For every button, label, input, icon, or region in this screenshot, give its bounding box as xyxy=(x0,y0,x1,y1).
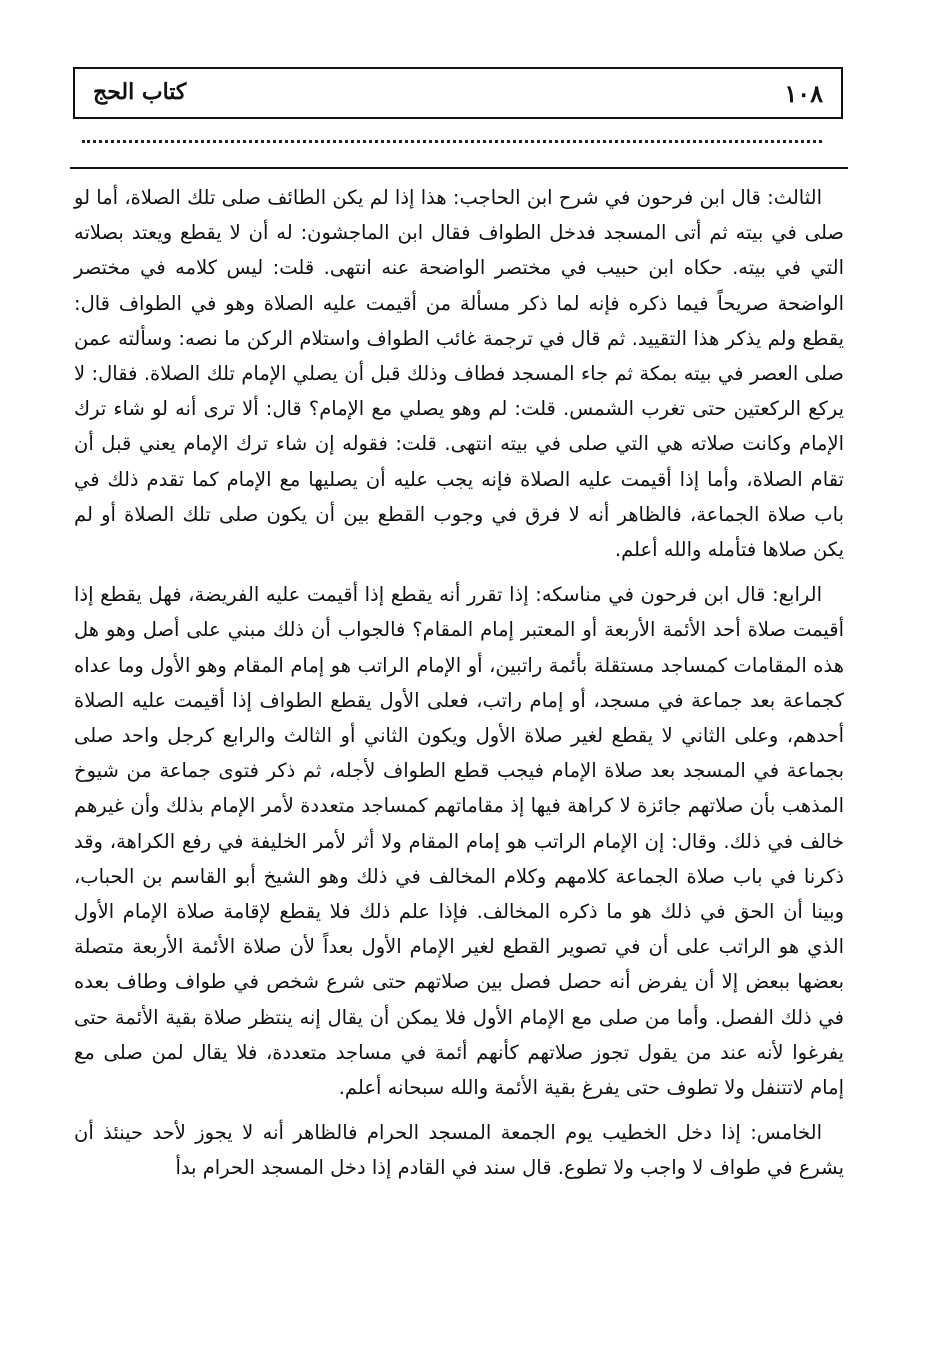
paragraph-third-issue: الثالث: قال ابن فرحون في شرح ابن الحاجب: هذا إذا لم يكن الطائف صلى تلك الصلاة، أما لو صلى في بيته ثم أتى المسجد فدخل الطواف فقال ابن الماجشون: له أن لا يقطع ويعتد بصلاته التي في بيته. حكاه ابن حبيب في مختصر الواضحة عنه انتهى. قلت: ليس كلامه في مختصر الواضحة صريحاً فيما ذكره فإنه لما ذكر مسألة من أقيمت عليه الصلاة وهو في الطواف قال: يقطع ولم يذكر هذا التقييد. ثم قال في ترجمة غائب الطواف واستلام الركن ما نصه: وسألته عمن صلى العصر في بيته بمكة ثم جاء المسجد فطاف وذلك قبل أن يصلي الإمام تلك الصلاة. فقال: لا يركع الركعتين حتى تغرب الشمس. قلت: لم وهو يصلي مع الإمام؟ قال: ألا ترى أنه لو شاء ترك الإمام وكانت صلاته هي التي صلى في بيته انتهى. قلت: فقوله إن شاء ترك الإمام يعني قبل أن تقام الصلاة، وأما إذا أقيمت عليه الصلاة فإنه يجب عليه أن يصليها مع الإمام كما تقدم ذلك في باب صلاة الجماعة، فالظاهر أنه لا فرق في وجوب القطع بين أن يكون صلى تلك الصلاة أو لم يكن صلاها فتأمله والله أعلم. xyxy=(74,186,844,562)
page-body xyxy=(74,180,844,1196)
paragraph-fourth-issue: الرابع: قال ابن فرحون في مناسكه: إذا تقرر أنه يقطع إذا أقيمت عليه الفريضة، فهل يقطع إذا أقيمت صلاة أحد الأئمة الأربعة أو المعتبر إمام المقام؟ فالجواب أن ذلك مبني على أصل وهو هل هذه المقامات كمساجد مستقلة بأئمة راتبين، أو الإمام الراتب هو إمام المقام وهو الأول وما عداه كجماعة بعد جماعة في مسجد، أو إمام راتب، فعلى الأول يقطع الطواف إذا أقيمت عليه الصلاة أحدهم، وعلى الثاني لا يقطع لغير صلاة الأول ويكون الثاني أو الثالث والرابع كرجل واحد صلى بجماعة في المسجد بعد صلاة الإمام فيجب قطع الطواف لأجله، ثم ذكر فتوى جماعة من شيوخ المذهب بأن صلاتهم جائزة لا كراهة فيها إذ مقاماتهم كمساجد متعددة لأمر الإمام بذلك وأن غيرهم خالف في ذلك. وقال: إن الإمام الراتب هو إمام المقام ولا أثر لأمر الخليفة في رفع الكراهة، وقد ذكرنا في باب صلاة الجماعة كلامهم وكلام المخالف في ذلك وهو الشيخ أبو القاسم بن الحباب، وبينا أن الحق في ذلك هو ما ذكره المخالف. فإذا علم ذلك فلا يقطع لإقامة صلاة الإمام الأول الذي هو الراتب على أن في تصوير القطع لغير الإمام الأول بعداً لأن صلاة الأئمة الأربعة متصلة بعضها ببعض إلا أن يفرض أنه حصل فصل بين صلاتهم حتى شرع شخص في طواف وطاف بعده في ذلك الفصل. وأما من صلى مع الإمام الأول فلا يمكن أن يقال إنه ينتظر صلاة بقية الأئمة حتى يفرغوا لأنه عند من يقول تجوز صلاتهم كأنهم أئمة في مساجد متعددة، فلا يقال لمن صلى مع إمام لاتتنفل ولا تطوف حتى يفرغ بقية الأئمة والله سبحانه أعلم. xyxy=(74,583,844,1100)
header-rule xyxy=(70,167,848,169)
page-header xyxy=(73,67,843,119)
paragraph-fifth-issue: الخامس: إذا دخل الخطيب يوم الجمعة المسجد الحرام فالظاهر أنه لا يجوز لأحد حينئذ أن يشرع في طواف لا واجب ولا تطوع. قال سند في القادم إذا دخل المسجد الحرام بدأ xyxy=(74,1121,844,1180)
dotted-divider xyxy=(82,140,822,143)
book-title: كتاب الحج xyxy=(93,79,187,105)
page-number: ١٠٨ xyxy=(784,79,823,108)
